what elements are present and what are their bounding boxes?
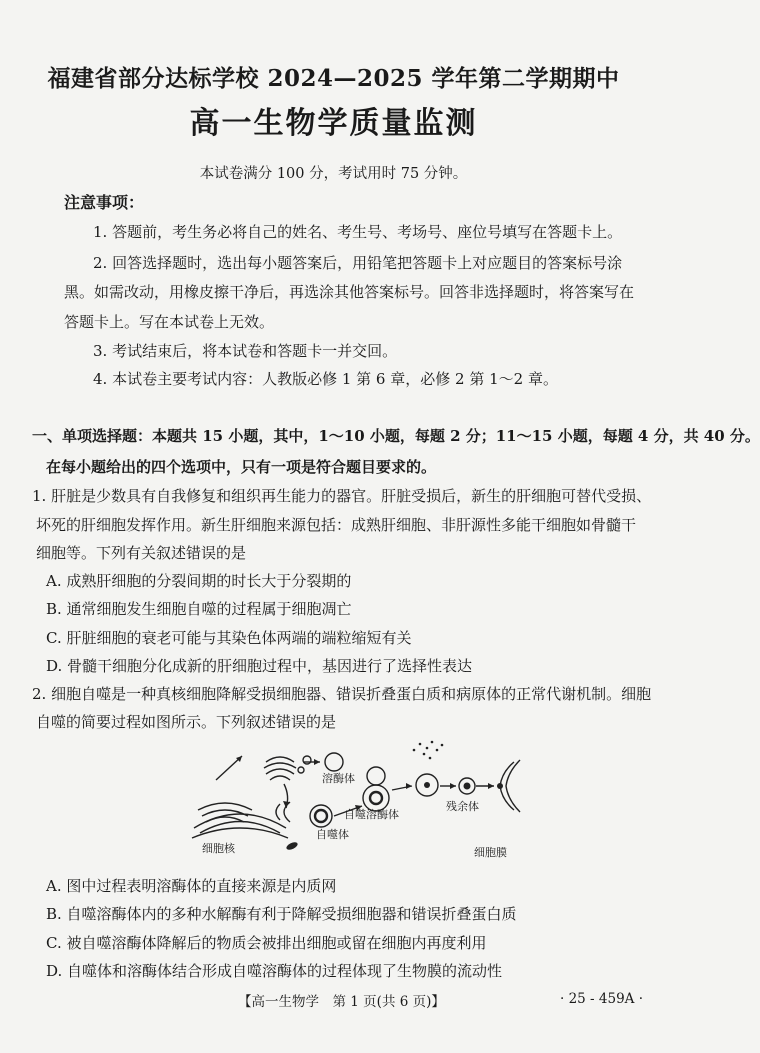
q2-option-b: B. 自噬溶酶体内的多种水解酶有利于降解受损细胞器和错误折叠蛋白质 <box>46 905 517 923</box>
label-cell-membrane: 细胞膜 <box>474 846 507 859</box>
autophagosome-circle <box>310 805 332 827</box>
exam-title-line2: 高一生物学质量监测 <box>189 106 478 141</box>
exam-subtitle: 本试卷满分 100 分，考试用时 75 分钟。 <box>199 166 468 182</box>
q1-stem-line3: 细胞等。下列有关叙述错误的是 <box>36 544 247 562</box>
q2-stem-line2: 自噬的简要过程如图所示。下列叙述错误的是 <box>36 713 337 731</box>
note-line-2: 2. 回答选择题时，选出每小题答案后，用铅笔把答题卡上对应题目的答案标号涂 <box>93 254 623 272</box>
notes-heading: 注意事项： <box>64 193 145 212</box>
phagophore-a <box>276 804 280 820</box>
note-line-5: 3. 考试结束后，将本试卷和答题卡一并交回。 <box>93 342 398 360</box>
q1-option-b: B. 通常细胞发生细胞自噬的过程属于细胞凋亡 <box>46 600 352 618</box>
q1-stem-line1: 1. 肝脏是少数具有自我修复和组织再生能力的器官。肝脏受损后，新生的肝细胞可替代受损、 <box>32 487 652 505</box>
q1-stem-line2: 坏死的肝细胞发挥作用。新生肝细胞来源包括：成熟肝细胞、非肝源性多能干细胞如骨髓干 <box>36 516 637 534</box>
q2-option-d: D. 自噬体和溶酶体结合形成自噬溶酶体的过程体现了生物膜的流动性 <box>46 962 503 980</box>
paper-code: · 25 - 459A · <box>560 991 644 1007</box>
note-line-1: 1. 答题前，考生务必将自己的姓名、考生号、考场号、座位号填写在答题卡上。 <box>93 223 623 241</box>
label-residual-body: 残余体 <box>446 800 479 813</box>
q2-stem-line1: 2. 细胞自噬是一种真核细胞降解受损细胞器、错误折叠蛋白质和病原体的正常代谢机制。细胞 <box>32 685 652 703</box>
note-line-3: 黑。如需改动，用橡皮擦干净后，再选涂其他答案标号。回答非选择题时，将答案写在 <box>64 283 635 301</box>
label-autolysosome: 自噬溶酶体 <box>344 808 399 821</box>
section-heading-line1: 一、单项选择题：本题共 15 小题，其中，1～10 小题，每题 2 分；11～15 小题，每题 4 分，共 40 分。 <box>32 427 760 445</box>
note-line-6: 4. 本试卷主要考试内容：人教版必修 1 第 6 章，必修 2 第 1～2 章。 <box>93 370 558 388</box>
note-line-4: 答题卡上。写在本试卷上无效。 <box>64 313 275 331</box>
page-footer: 【高一生物学 第 1 页(共 6 页)】 <box>238 994 445 1010</box>
q1-option-d: D. 骨髓干细胞分化成新的肝细胞过程中，基因进行了选择性表达 <box>46 657 473 675</box>
label-lysosome: 溶酶体 <box>322 772 355 785</box>
autophagy-diagram <box>180 738 540 864</box>
section-heading-line2: 在每小题给出的四个选项中，只有一项是符合题目要求的。 <box>46 458 437 476</box>
label-autophagosome: 自噬体 <box>316 828 349 841</box>
label-nucleus: 细胞核 <box>202 842 235 855</box>
q2-option-c: C. 被自噬溶酶体降解后的物质会被排出细胞或留在细胞内再度利用 <box>46 934 487 952</box>
q1-option-a: A. 成熟肝细胞的分裂间期的时长大于分裂期的 <box>46 572 352 590</box>
q2-option-a: A. 图中过程表明溶酶体的直接来源是内质网 <box>46 877 337 895</box>
q1-option-c: C. 肝脏细胞的衰老可能与其染色体两端的端粒缩短有关 <box>46 629 412 647</box>
exam-title-line1: 福建省部分达标学校 2024—2025 学年第二学期期中 <box>47 65 620 92</box>
lysosome-circle <box>325 753 343 771</box>
